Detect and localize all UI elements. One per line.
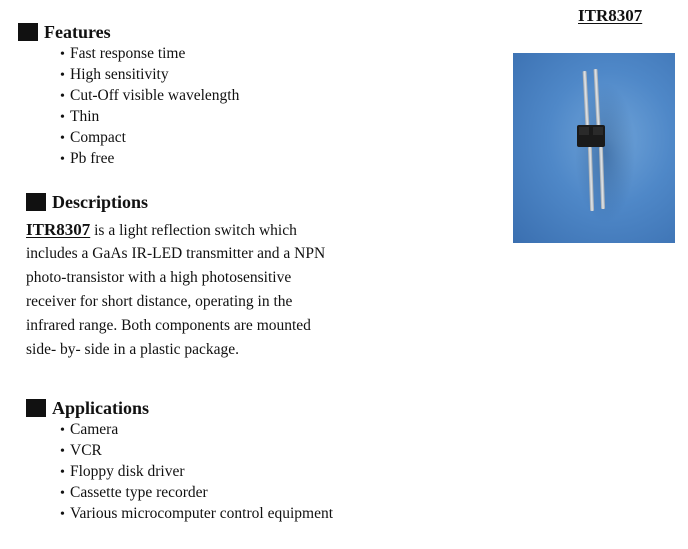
square-block-icon <box>26 399 46 417</box>
list-item: • Floppy disk driver <box>60 461 333 482</box>
description-line: receiver for short distance, operating in the <box>26 293 293 310</box>
sensor-component-icon <box>513 53 675 243</box>
applications-list <box>60 419 333 524</box>
list-item: • Cut-Off visible wavelength <box>60 85 239 106</box>
descriptions-heading-label: Descriptions <box>52 192 148 212</box>
list-item: • High sensitivity <box>60 64 239 85</box>
description-line: infrared range. Both components are mounted <box>26 317 311 334</box>
applications-heading <box>26 397 149 419</box>
applications-heading-label: Applications <box>52 398 150 418</box>
description-line <box>26 218 346 242</box>
square-block-icon <box>26 193 46 211</box>
square-block-icon <box>18 23 38 41</box>
part-number-title: ITR8307 <box>578 6 643 25</box>
description-part-name: ITR8307 <box>26 220 91 239</box>
description-line-text: is a light reflection switch which <box>90 222 297 239</box>
features-heading <box>18 21 111 43</box>
descriptions-heading <box>26 191 148 213</box>
list-item: • Thin <box>60 106 239 127</box>
description-line: photo-transistor with a high photosensitive <box>26 269 292 286</box>
description-paragraph <box>26 218 346 362</box>
list-item: • Various microcomputer control equipment <box>60 503 333 524</box>
features-heading-label: Features <box>44 22 111 42</box>
list-item: • Pb free <box>60 148 239 169</box>
product-photo <box>513 53 675 243</box>
description-line: side- by- side in a plastic package. <box>26 341 240 358</box>
description-line: includes a GaAs IR-LED transmitter and a NPN <box>26 245 326 262</box>
list-item: • VCR <box>60 440 333 461</box>
features-list <box>60 43 239 169</box>
list-item: • Camera <box>60 419 333 440</box>
list-item: • Cassette type recorder <box>60 482 333 503</box>
list-item: • Compact <box>60 127 239 148</box>
list-item: • Fast response time <box>60 43 239 64</box>
